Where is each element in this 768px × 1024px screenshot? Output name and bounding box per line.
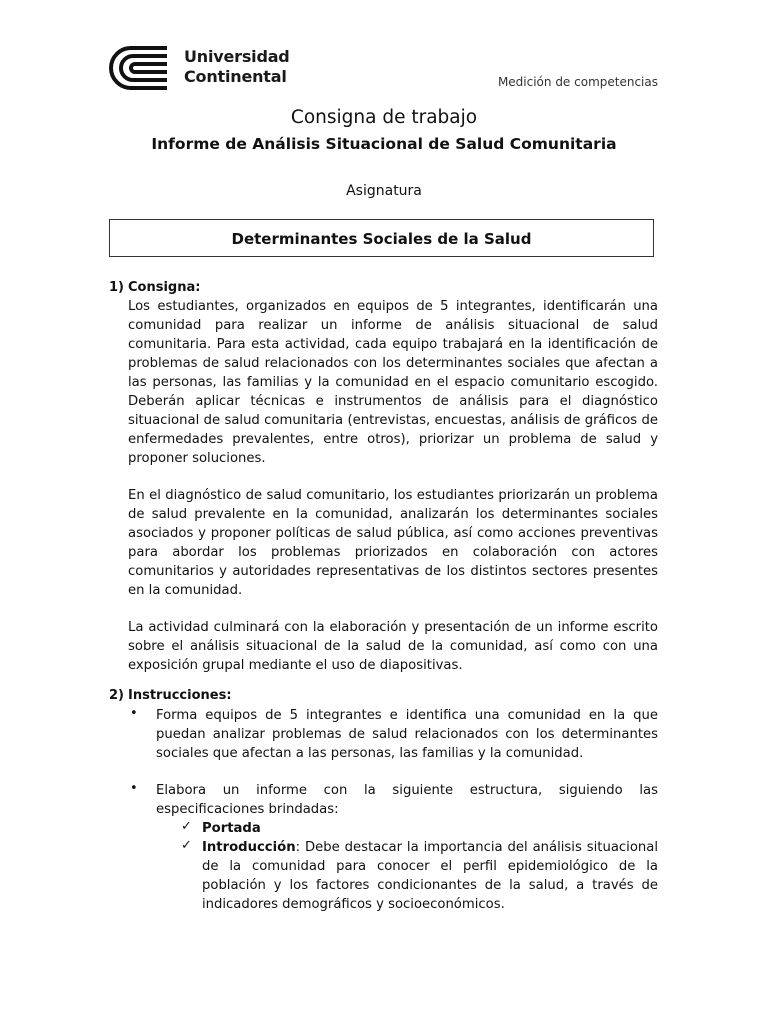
page-subtitle: Informe de Análisis Situacional de Salud Comunitaria xyxy=(151,135,617,153)
bullet-icon: • xyxy=(130,706,138,721)
section-2-heading xyxy=(109,688,232,703)
section-2-title: Instrucciones: xyxy=(128,688,232,703)
section-1-number: 1) xyxy=(109,280,124,295)
structure-item-introduccion xyxy=(202,838,658,914)
section-2-number: 2) xyxy=(109,688,124,703)
course-name-box: Determinantes Sociales de la Salud xyxy=(109,219,654,257)
page-title: Consigna de trabajo xyxy=(290,107,478,128)
header-competencias-label: Medición de competencias xyxy=(497,75,658,89)
instruction-item-2: Elabora un informe con la siguiente estructura, siguiendo las especificaciones brindadas: xyxy=(156,783,658,817)
checkmark-icon: ✓ xyxy=(181,838,192,853)
section-1-paragraph-2: En el diagnóstico de salud comunitario, los estudiantes priorizarán un problema de salud prevalente en la comunidad, analizarán los determinantes sociales asociados y proponer políticas de salud pública, así como acciones preventivas para abordar los problemas priorizados en colaboración con actores comunitarios y autoridades representativas de los distintos sectores presentes en la comunidad. xyxy=(128,488,658,598)
logo-line-2: Continental xyxy=(184,67,287,86)
checkmark-icon: ✓ xyxy=(181,819,192,834)
section-1-paragraph-1: Los estudiantes, organizados en equipos de 5 integrantes, identificarán una comunidad para realizar un informe de análisis situacional de salud comunitaria. Para esta actividad, cada equipo trabajará en la identificación de problemas de salud relacionados con los determinantes sociales que afectan a las personas, las familias y la comunidad en el espacio comunitario escogido. Deberán aplicar técnicas e instrumentos de análisis para el diagnóstico situacional de salud comunitaria (entrevistas, encuestas, análisis de gráficos de enfermedades prevalentes, entre otros), priorizar un problema de salud y proponer soluciones. xyxy=(128,299,658,466)
section-1-title: Consigna: xyxy=(128,280,201,295)
continental-logo-icon xyxy=(109,44,173,92)
section-1-paragraph-3: La actividad culminará con la elaboración y presentación de un informe escrito sobre el análisis situacional de la salud de la comunidad, así como con una exposición grupal mediante el uso de diapositivas. xyxy=(128,620,658,673)
logo-wordmark xyxy=(184,47,290,87)
structure-item-label: Introducción xyxy=(202,840,296,855)
university-logo xyxy=(109,44,289,92)
asignatura-label: Asignatura xyxy=(346,183,422,199)
structure-item-text: : Debe destacar la importancia del análisis situacional de la comunidad para conocer el perfil epidemiológico de la población y los factores condicionantes de la salud, a través de indicadores demográficos y socioeconómicos. xyxy=(202,840,658,912)
bullet-icon: • xyxy=(130,781,138,796)
instruction-item-1: Forma equipos de 5 integrantes e identifica una comunidad en la que puedan analizar problemas de salud relacionados con los determinantes sociales que afectan a las personas, las familias y la comunidad. xyxy=(156,708,658,761)
structure-item-label: Portada xyxy=(202,821,261,836)
section-1-heading xyxy=(109,280,200,295)
logo-line-1: Universidad xyxy=(184,47,290,66)
structure-item-portada xyxy=(202,819,658,838)
